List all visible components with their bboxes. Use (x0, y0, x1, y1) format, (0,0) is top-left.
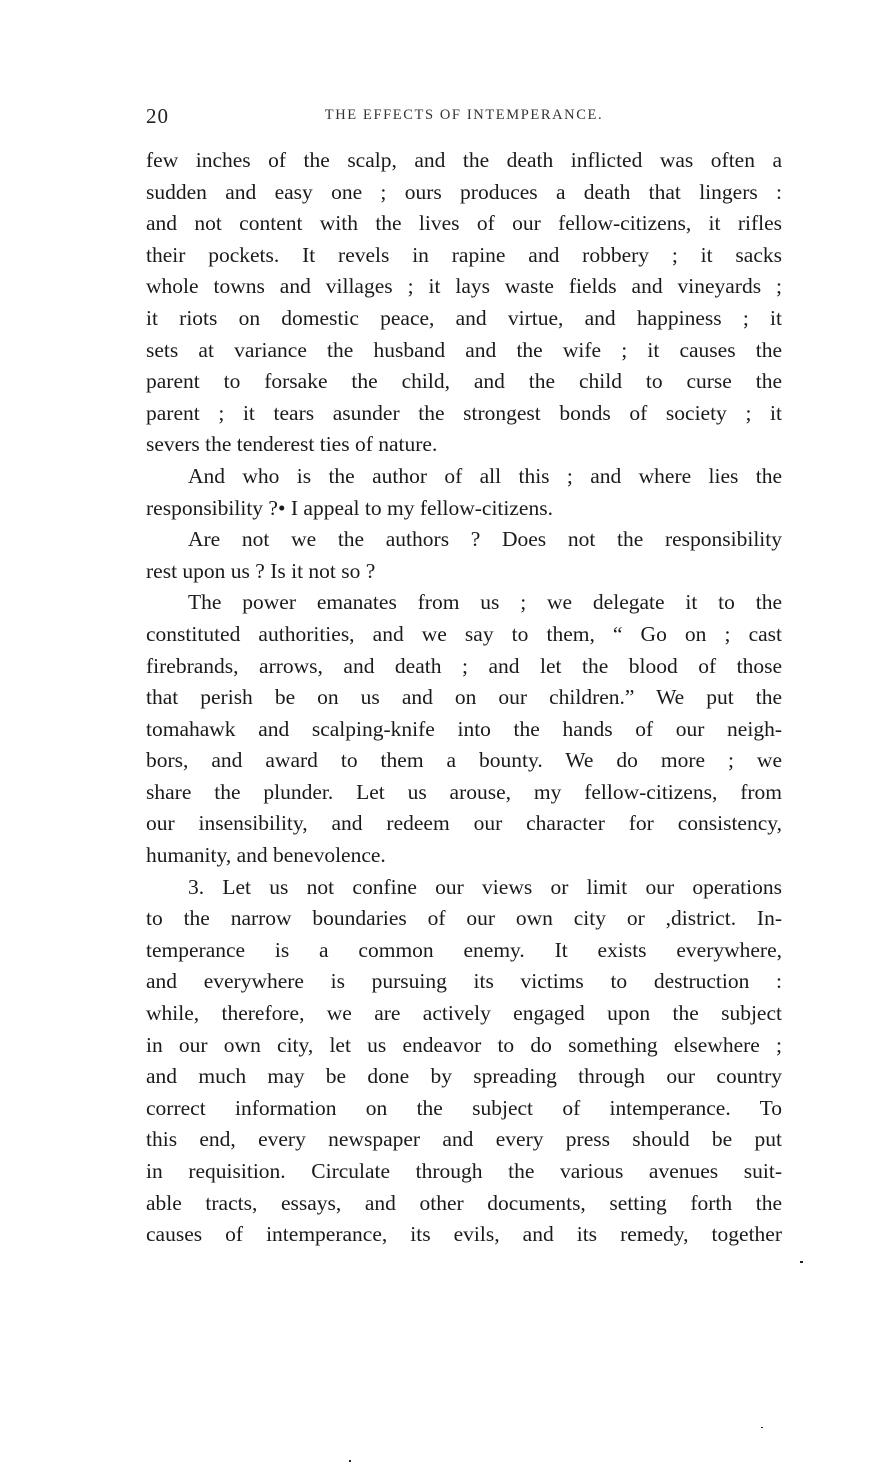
text-line: rest upon us ? Is it not so ? (146, 558, 376, 583)
text-line: few inches of the scalp, and the death inflicted was often a (146, 148, 782, 172)
paragraph-power-emanates (146, 587, 782, 871)
text-line: And who is the author of all this ; and where lies the (188, 463, 782, 488)
text-line: 3. Let us not confine our views or limit our operations (188, 874, 782, 899)
paragraph-author-question (146, 461, 782, 524)
scan-speck (349, 1460, 351, 1462)
body-text (146, 145, 782, 1251)
text-line: causes of intemperance, its evils, and its remedy, together (146, 1222, 782, 1247)
text-line: in requisition. Circulate through the various avenues suit- (146, 1159, 782, 1183)
text-line: in our own city, let us endeavor to do something elsewhere ; (146, 1032, 782, 1057)
text-line: this end, every newspaper and every press should be put (146, 1127, 782, 1152)
text-line: sudden and easy one ; ours produces a death that lingers : (146, 179, 782, 204)
text-line: The power emanates from us ; we delegate it to the (188, 590, 782, 615)
text-line: responsibility ?• I appeal to my fellow-citizens. (146, 495, 553, 520)
text-line: correct information on the subject of intemperance. To (146, 1095, 782, 1120)
text-line: constituted authorities, and we say to them, “ Go on ; cast (146, 621, 782, 646)
scan-speck (800, 1261, 803, 1263)
text-line: and everywhere is pursuing its victims to destruction : (146, 969, 782, 994)
text-line: bors, and award to them a bounty. We do more ; we (146, 748, 782, 773)
text-line: share the plunder. Let us arouse, my fellow-citizens, from (146, 779, 782, 804)
text-line: parent to forsake the child, and the child to curse the (146, 369, 782, 394)
page-number: 20 (146, 104, 169, 128)
running-title: THE EFFECTS OF INTEMPERANCE. (324, 107, 604, 123)
text-line: firebrands, arrows, and death ; and let the blood of those (146, 653, 782, 678)
text-line: temperance is a common enemy. It exists everywhere, (146, 937, 782, 962)
paragraph-continuation (146, 145, 782, 461)
text-line: that perish be on us and on our children.” We put the (146, 685, 782, 710)
text-line: Are not we the authors ? Does not the responsibility (188, 527, 782, 552)
text-line: humanity, and benevolence. (146, 843, 386, 868)
text-line: parent ; it tears asunder the strongest bonds of society ; it (146, 400, 782, 425)
text-line: it riots on domestic peace, and virtue, and happiness ; it (146, 305, 782, 330)
text-line: severs the tenderest ties of nature. (146, 432, 438, 457)
scan-speck (761, 1427, 763, 1428)
text-line: able tracts, essays, and other documents, setting forth the (146, 1190, 782, 1215)
text-line: and not content with the lives of our fellow-citizens, it rifles (146, 211, 782, 236)
text-line: sets at variance the husband and the wife ; it causes the (146, 337, 782, 362)
text-line: tomahawk and scalping-knife into the hands of our neigh- (146, 716, 782, 741)
text-line: our insensibility, and redeem our character for consistency, (146, 811, 782, 836)
text-line: to the narrow boundaries of our own city or ,district. In- (146, 906, 782, 931)
text-line: and much may be done by spreading through our country (146, 1064, 782, 1089)
text-line: while, therefore, we are actively engaged upon the subject (146, 1001, 782, 1026)
text-line: their pockets. It revels in rapine and robbery ; it sacks (146, 242, 782, 267)
paragraph-are-not-we (146, 524, 782, 587)
paragraph-section-3 (146, 872, 782, 1251)
text-line: whole towns and villages ; it lays waste fields and vineyards ; (146, 274, 782, 299)
running-head (146, 104, 782, 134)
